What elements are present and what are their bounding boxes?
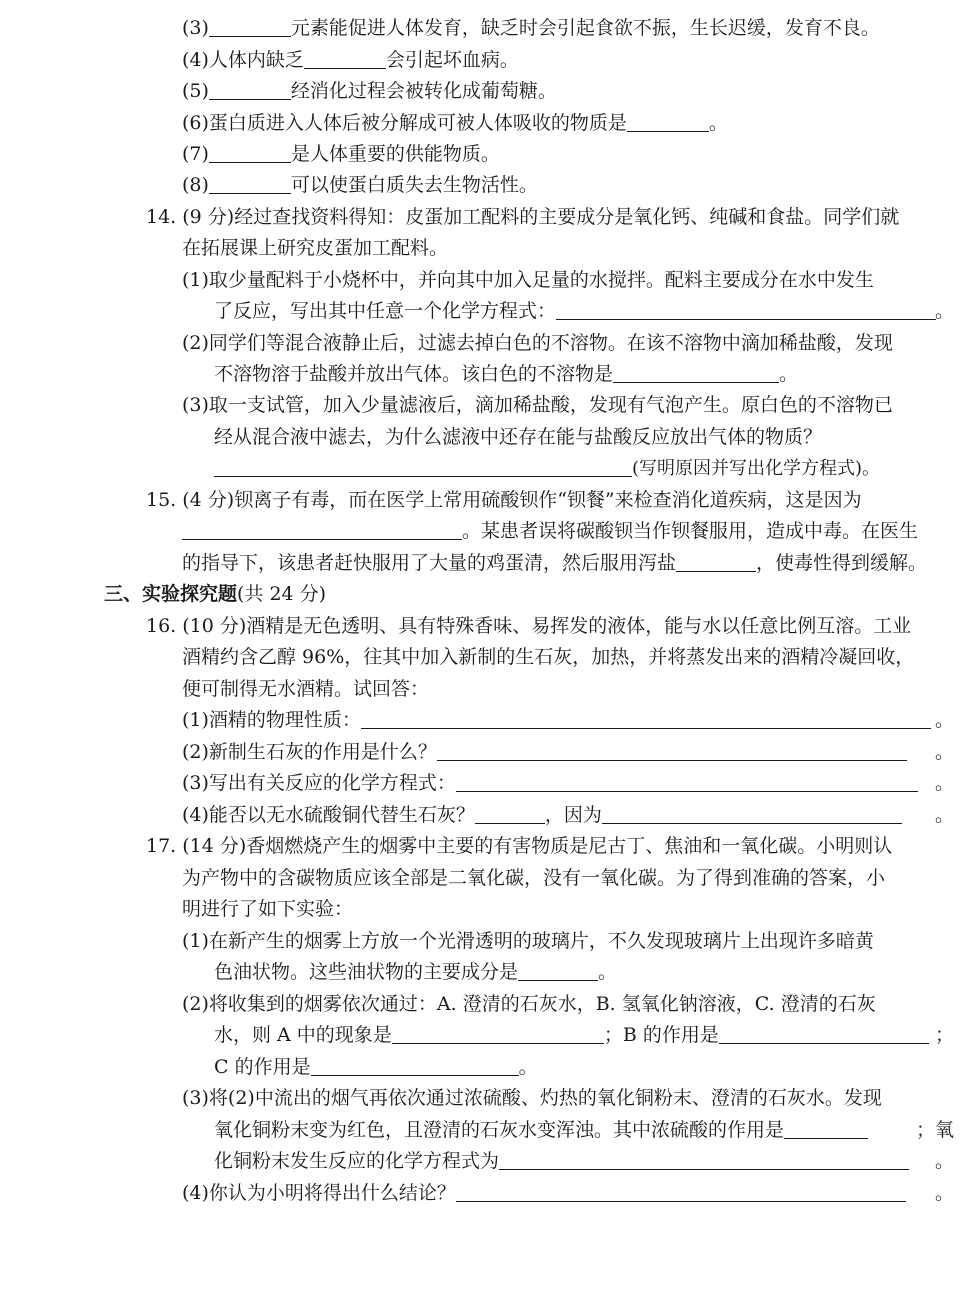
answer-blank[interactable] <box>209 79 291 100</box>
answer-blank[interactable] <box>209 16 291 37</box>
q17-part-3-line-2: 氧化铜粉末变为红色，且澄清的石灰水变浑浊。其中浓硫酸的作用是 ；氧 <box>214 1119 954 1141</box>
q17-part-1-line-1: (1)在新产生的烟雾上方放一个光滑透明的玻璃片，不久发现玻璃片上出现许多暗黄 <box>182 930 874 952</box>
q16-part-2: (2)新制生石灰的作用是什么？ 。 <box>182 741 954 763</box>
q16-line-1: 16. (10 分)酒精是无色透明、具有特殊香味、易挥发的液体，能与水以任意比例互溶。工业 <box>146 615 912 637</box>
answer-blank[interactable] <box>613 362 779 383</box>
q16-part-1: (1)酒精的物理性质： 。 <box>182 709 954 731</box>
q14-part-1-line-1: (1)取少量配料于小烧杯中，并向其中加入足量的水搅拌。配料主要成分在水中发生 <box>182 269 874 291</box>
q13-item-5: (5) 经消化过程会被转化成葡萄糖。 <box>182 80 557 102</box>
q17-part-2-line-2: 水，则 A 中的现象是 ；B 的作用是 ； <box>214 1024 954 1046</box>
q17-part-3-line-3: 化铜粉末发生反应的化学方程式为 。 <box>214 1150 954 1172</box>
q17-part-1-line-2: 色油状物。这些油状物的主要成分是 。 <box>214 961 618 983</box>
q13-item-4: (4)人体内缺乏 会引起坏血病。 <box>182 49 519 71</box>
q13-item-6: (6)蛋白质进入人体后被分解成可被人体吸收的物质是 。 <box>182 112 728 134</box>
answer-blank[interactable] <box>304 48 386 69</box>
q14-part-1-line-2: 了反应，写出其中任意一个化学方程式： 。 <box>214 300 954 322</box>
answer-blank[interactable] <box>182 519 462 540</box>
q13-item-8: (8) 可以使蛋白质失去生物活性。 <box>182 174 538 196</box>
answer-blank[interactable] <box>456 1181 906 1202</box>
answer-blank[interactable] <box>602 803 902 824</box>
q14-part-3-line-2: 经从混合液中滤去，为什么滤液中还存在能与盐酸反应放出气体的物质？ <box>214 426 823 448</box>
answer-blank[interactable] <box>719 1023 929 1044</box>
answer-blank[interactable] <box>214 456 632 477</box>
answer-blank[interactable] <box>475 803 545 824</box>
q16-part-3: (3)写出有关反应的化学方程式： 。 <box>182 772 954 794</box>
answer-blank[interactable] <box>556 299 936 320</box>
q13-item-3: (3) 元素能促进人体发育，缺乏时会引起食欲不振，生长迟缓，发育不良。 <box>182 17 880 39</box>
q16-line-2: 酒精约含乙醇 96%，往其中加入新制的生石灰，加热，并将蒸发出来的酒精冷凝回收， <box>182 646 915 668</box>
answer-blank[interactable] <box>392 1023 604 1044</box>
q16-line-3: 便可制得无水酒精。试回答： <box>182 678 430 700</box>
q14-part-3-line-3: (写明原因并写出化学方程式)。 <box>214 455 880 481</box>
answer-blank[interactable] <box>437 740 907 761</box>
q17-line-1: 17. (14 分)香烟燃烧产生的烟雾中主要的有害物质是尼古丁、焦油和一氧化碳。小明则认 <box>146 835 893 857</box>
q13-item-7: (7) 是人体重要的供能物质。 <box>182 143 500 165</box>
q16-part-4: (4)能否以无水硫酸铜代替生石灰？ ，因为 。 <box>182 804 954 826</box>
answer-blank[interactable] <box>456 771 918 792</box>
q14-stem-line-1: 14. (9 分)经过查找资料得知：皮蛋加工配料的主要成分是氧化钙、纯碱和食盐。同学们就 <box>146 206 900 228</box>
q17-part-3-line-1: (3)将(2)中流出的烟气再依次通过浓硫酸、灼热的氧化铜粉末、澄清的石灰水。发现 <box>182 1087 882 1109</box>
answer-blank[interactable] <box>361 708 931 729</box>
q17-line-3: 明进行了如下实验： <box>182 898 354 920</box>
q17-part-2-line-3: C 的作用是 。 <box>214 1056 538 1078</box>
answer-blank[interactable] <box>518 960 598 981</box>
q14-part-3-line-1: (3)取一支试管，加入少量滤液后，滴加稀盐酸，发现有气泡产生。原白色的不溶物已 <box>182 394 893 416</box>
answer-blank[interactable] <box>499 1149 909 1170</box>
q15-line-3: 的指导下，该患者赶快服用了大量的鸡蛋清，然后服用泻盐 ，使毒性得到缓解。 <box>182 552 928 574</box>
q15-line-1: 15. (4 分)钡离子有毒，而在医学上常用硫酸钡作“钡餐”来检查消化道疾病，这是因为 <box>146 489 862 511</box>
q15-line-2: 。某患者误将碳酸钡当作钡餐服用，造成中毒。在医生 <box>182 518 918 544</box>
answer-blank[interactable] <box>784 1118 868 1139</box>
q14-part-2-line-1: (2)同学们等混合液静止后，过滤去掉白色的不溶物。在该不溶物中滴加稀盐酸，发现 <box>182 332 893 354</box>
section-3-heading: 三、实验探究题(共 24 分) <box>104 583 327 605</box>
answer-blank[interactable] <box>676 551 756 572</box>
q17-line-2: 为产物中的含碳物质应该全部是二氧化碳，没有一氧化碳。为了得到准确的答案，小 <box>182 867 886 889</box>
q14-part-2-line-2: 不溶物溶于盐酸并放出气体。该白色的不溶物是 。 <box>214 363 799 385</box>
answer-blank[interactable] <box>209 173 291 194</box>
answer-blank[interactable] <box>627 111 709 132</box>
answer-blank[interactable] <box>311 1055 519 1076</box>
q17-part-4: (4)你认为小明将得出什么结论？ 。 <box>182 1182 954 1204</box>
q14-stem-line-2: 在拓展课上研究皮蛋加工配料。 <box>182 237 449 259</box>
answer-blank[interactable] <box>209 142 291 163</box>
q17-part-2-line-1: (2)将收集到的烟雾依次通过：A. 澄清的石灰水，B. 氢氧化钠溶液，C. 澄清的石灰 <box>182 993 876 1015</box>
